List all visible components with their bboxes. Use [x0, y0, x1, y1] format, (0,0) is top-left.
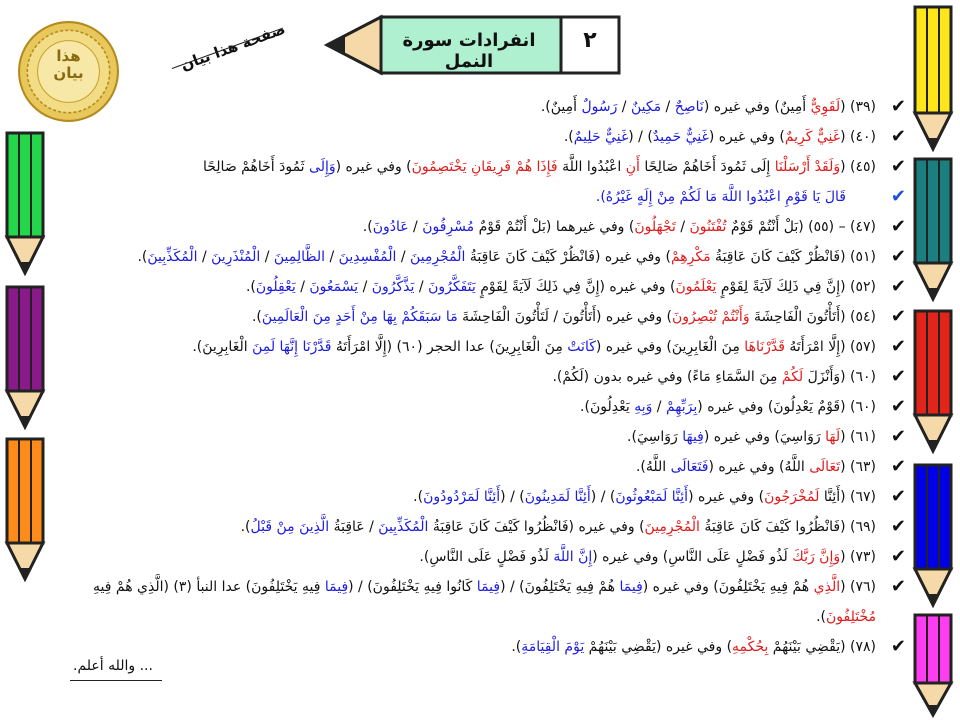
unique-word: أَنِ [625, 159, 640, 175]
verse-list [60, 92, 906, 662]
unique-word: تَجْهَلُونَ [634, 219, 676, 235]
verse-fragment: مِنَ الْغَابِرِينَ) عدا الحجر (٦٠) (إِلَّا امْرَأَتَهُ [331, 339, 568, 355]
verse-fragment: (٥٤) (أَتَأْتُونَ الْفَاحِشَةَ [749, 309, 876, 325]
verse-row [60, 272, 906, 302]
verse-fragment: الْغَابِرِينَ). [192, 339, 253, 355]
blue-pencil-icon [912, 462, 954, 608]
check-icon: ✔ [890, 96, 906, 117]
other-word: يَعْقِلُونَ [255, 279, 296, 295]
other-word: فَتَعَالَى [670, 459, 709, 475]
unique-word: الْمُجْرِمِينَ [644, 519, 700, 535]
check-icon: ✔ [890, 636, 906, 657]
verse-text [60, 392, 906, 422]
verse-fragment: (٦٩) (فَانْظُرُوا كَيْفَ كَانَ عَاقِبَةُ [699, 519, 876, 535]
verse-fragment: (٧٨) (يَقْضِي بَيْنَهُمْ [768, 639, 876, 655]
other-word: يَتَفَكَّرُونَ [428, 279, 476, 295]
unique-word: يَعْلَمُونَ [675, 279, 717, 295]
other-word: أَئِنَّا لَمَدِينُونَ [524, 489, 591, 505]
check-icon: ✔ [890, 486, 906, 507]
verse-text [60, 452, 906, 482]
verse-text [60, 422, 906, 452]
other-word: أَئِنَّا لَمَرْدُودُونَ [423, 489, 501, 505]
other-word: فِيمَا [324, 579, 349, 595]
teal-pencil-icon [912, 156, 954, 302]
verse-fragment: (٦٣) ( [840, 459, 876, 475]
check-icon: ✔ [890, 456, 906, 477]
other-word: مُسْرِفُونَ [422, 219, 475, 235]
verse-fragment: مِنَ السَّمَاءِ مَاءً) وفي غيره بدون (لَكُمْ). [552, 369, 782, 385]
other-word: الظَّالِمِينَ [273, 249, 326, 265]
other-word: وَإِلَى [309, 159, 336, 175]
other-word: الْمُنْذَرِينَ [211, 249, 261, 265]
verse-fragment: / [358, 279, 372, 295]
verse-fragment: رَوَاسِيَ) وفي غيره ( [703, 429, 826, 445]
other-word: نَاصِحٌ [674, 99, 704, 115]
verse-fragment: ) وفي غيره ( [708, 129, 785, 145]
other-word: إِنَّ اللَّهَ [553, 549, 593, 565]
other-word: الْمُفْسِدِينَ [338, 249, 397, 265]
unique-word: لَكُمْ [781, 369, 804, 385]
check-icon: ✔ [890, 126, 906, 147]
unique-word: لَقَوِيٌّ [810, 99, 841, 115]
unique-word: لَمُخْرَجُونَ [764, 489, 820, 505]
verse-fragment: ). [240, 519, 251, 535]
page-caption: صفحة هذا بيان [178, 19, 288, 75]
verse-row [60, 152, 906, 212]
check-icon: ✔ [890, 576, 906, 597]
verse-fragment: ) وفي غيرهما (بَلْ أَنْتُمْ قَوْمٌ [474, 219, 635, 235]
verse-text [60, 302, 906, 332]
other-word: وَبِهِ [634, 399, 653, 415]
pink-pencil-icon [912, 612, 954, 718]
verse-text [60, 92, 906, 122]
verse-fragment: ) وفي غيره (يَقْضِي بَيْنَهُمْ [584, 639, 733, 655]
verse-row [60, 302, 906, 332]
verse-row [60, 572, 906, 632]
verse-fragment: (٣٩) ( [840, 99, 876, 115]
other-word: يَذَّكَّرُونَ [371, 279, 415, 295]
verse-fragment: ) / ( [628, 129, 653, 145]
verse-fragment: ). [413, 489, 424, 505]
other-word: غَنِيٌّ حَلِيمٌ [573, 129, 629, 145]
other-word: الْمُكَذِّبِينَ [147, 249, 198, 265]
check-icon: ✔ [890, 216, 906, 237]
verse-row [60, 542, 906, 572]
verse-text [60, 332, 906, 362]
seal-text: هذا بيان [53, 47, 84, 82]
verse-fragment: رَوَاسِيَ). [627, 429, 683, 445]
unique-word: تَعَالَى [809, 459, 841, 475]
verse-fragment: أَمِينٌ) وفي غيره ( [703, 99, 811, 115]
other-word: فِيمَا [476, 579, 501, 595]
verse-text [60, 152, 906, 182]
unique-word: بِحُكْمِهِ [732, 639, 769, 655]
verse-fragment: اللَّهُ) وفي غيره ( [708, 459, 810, 475]
verse-row [60, 482, 906, 512]
unique-word: وَأَنْتُمْ تُبْصِرُونَ [672, 309, 750, 325]
unique-word: قَدَّرْنَاهَا [744, 339, 785, 355]
check-icon: ✔ [890, 546, 906, 567]
verse-fragment: (٥١) (فَانْظُرْ كَيْفَ كَانَ عَاقِبَةُ [710, 249, 876, 265]
verse-fragment: (٦٠) (وَأَنْزَلَ [803, 369, 876, 385]
unique-word: غَنِيٌّ كَرِيمٌ [784, 129, 841, 145]
verse-fragment: (٧٦) ( [840, 579, 876, 595]
red-pencil-icon [912, 308, 954, 454]
other-word: رَسُولٌ [581, 99, 618, 115]
verse-fragment: / [617, 99, 631, 115]
other-word: أَئِنَّا لَمَبْعُوثُونَ [615, 489, 689, 505]
verse-row [60, 122, 906, 152]
verse-text [60, 632, 906, 662]
page-title: انفرادات سورة النمل [402, 30, 536, 72]
other-word: فِيهَا [682, 429, 704, 445]
other-word: يَوْمَ الْقِيَامَةِ [521, 639, 585, 655]
other-word: الْمُجْرِمِينَ [410, 249, 466, 265]
purple-pencil-icon [4, 284, 46, 430]
verse-fragment: ). [563, 129, 574, 145]
yellow-pencil-icon [912, 4, 954, 152]
verse-fragment: هُمْ فِيهِ يَخْتَلِفُونَ) / ( [500, 579, 620, 595]
verse-text [60, 242, 906, 272]
verse-fragment: اعْبُدُوا اللَّهَ [557, 159, 626, 175]
check-icon: ✔ [890, 336, 906, 357]
closing-underline [70, 680, 162, 681]
verse-fragment: (٦٠) (قَوْمٌ يَعْدِلُونَ) وفي غيره ( [697, 399, 876, 415]
verse-fragment: فِيهِ يَخْتَلِفُونَ) عدا النبأ (٣) (الَّذِي هُمْ فِيهِ [93, 579, 325, 595]
verse-fragment: / [675, 219, 690, 235]
check-icon: ✔ [890, 186, 906, 207]
verse-fragment: ). [137, 249, 148, 265]
check-icon: ✔ [890, 516, 906, 537]
verse-fragment: / [661, 99, 675, 115]
verse-fragment: (٦٧) (أَئِنَّا [819, 489, 876, 505]
verse-row [60, 632, 906, 662]
verse-fragment: ). [251, 309, 262, 325]
verse-row [60, 332, 906, 362]
verse-fragment: (٤٠) ( [840, 129, 876, 145]
verse-fragment: / [295, 279, 310, 295]
verse-fragment: هُمْ فِيهِ يَخْتَلِفُونَ) وفي غيره ( [642, 579, 814, 595]
verse-fragment: / [652, 399, 666, 415]
verse-fragment: يَعْدِلُونَ). [580, 399, 635, 415]
verse-fragment: (٧٣) ( [840, 549, 876, 565]
verse-text [60, 362, 906, 392]
closing-note: ... والله أعلم. [73, 658, 153, 674]
verse-fragment: ) وفي غيره (أَتَأْتُونَ / لَتَأْتُونَ الْفَاحِشَةَ [457, 309, 673, 325]
verse-text [60, 272, 906, 302]
unique-word: وَإِنَّ رَبَّكَ [792, 549, 841, 565]
verse-row [60, 242, 906, 272]
verse-fragment: (٥٢) (إِنَّ فِي ذَلِكَ لَآيَةً لِقَوْمٍ [716, 279, 876, 295]
verse-fragment: كَانُوا فِيهِ يَخْتَلِفُونَ) / ( [348, 579, 477, 595]
verse-fragment: / [408, 219, 423, 235]
verse-fragment: / [414, 279, 429, 295]
verse-fragment: ) / ( [500, 489, 525, 505]
check-icon: ✔ [890, 246, 906, 267]
verse-text [60, 572, 906, 632]
verse-fragment: / [396, 249, 411, 265]
verse-fragment: ) وفي غيره ( [688, 489, 765, 505]
unique-word: وَلَقَدْ أَرْسَلْنَا [774, 159, 841, 175]
verse-fragment: ) وفي غيره (إِنَّ فِي ذَلِكَ لَآيَةً لِقَوْمٍ [475, 279, 676, 295]
verse-text [60, 122, 906, 152]
verse-fragment: ). [245, 279, 256, 295]
green-pencil-icon [4, 130, 46, 276]
verse-text [60, 482, 906, 512]
verse-fragment: (٦١) ( [840, 429, 876, 445]
verse-text [60, 212, 906, 242]
other-word: بِرَبِّهِمْ [665, 399, 698, 415]
verse-fragment: / [325, 249, 339, 265]
unique-word: فَإِذَا هُمْ فَرِيقَانِ يَخْتَصِمُونَ [411, 159, 558, 175]
verse-fragment: ثَمُودَ أَخَاهُمْ صَالِحًا [202, 159, 310, 175]
verse-fragment: ). [362, 219, 373, 235]
check-icon: ✔ [890, 276, 906, 297]
verse-text [60, 512, 906, 542]
verse-fragment: / [197, 249, 212, 265]
caption-underline [172, 28, 283, 69]
verse-fragment: / عَاقِبَةُ [329, 519, 379, 535]
verse-row [60, 392, 906, 422]
check-icon: ✔ [890, 156, 906, 177]
unique-word: لَهَا [825, 429, 841, 445]
other-word: عَادُونَ [372, 219, 409, 235]
other-word: يَسْمَعُونَ [309, 279, 359, 295]
other-word: مَا سَبَقَكُمْ بِهَا مِنْ أَحَدٍ مِنَ الْعَالَمِينَ [261, 309, 458, 325]
verse-fragment: لَذُو فَضْلٍ عَلَى النَّاسِ). [419, 549, 554, 565]
verse-fragment: مِنَ الْغَابِرِينَ) وفي غيره ( [595, 339, 745, 355]
unique-word: الَّذِي [813, 579, 841, 595]
verse-fragment: ) وفي غيره (فَانْظُرُوا كَيْفَ كَانَ عَاقِبَةُ [428, 519, 645, 535]
other-word: غَنِيٌّ حَمِيدٌ [652, 129, 709, 145]
verse-continuation: قَالَ يَا قَوْمِ اعْبُدُوا اللَّهَ مَا لَكُمْ مِنْ إِلَهٍ غَيْرُهُ). [595, 189, 846, 205]
check-icon: ✔ [890, 366, 906, 387]
other-word: قَدَّرْنَا إِنَّهَا لَمِنَ [252, 339, 332, 355]
verse-fragment: أَمِينٌ). [540, 99, 582, 115]
other-word: الَّذِينَ مِنْ قَبْلُ [250, 519, 330, 535]
check-icon: ✔ [890, 426, 906, 447]
check-icon: ✔ [890, 306, 906, 327]
unique-word: مُخْتَلِفُونَ [826, 609, 876, 625]
verse-fragment: ) / ( [590, 489, 616, 505]
other-word: فِيمَا [619, 579, 643, 595]
other-word: مَكِينٌ [630, 99, 662, 115]
unique-word: مَكْرِهِمْ [670, 249, 711, 265]
verse-fragment: إِلَى ثَمُودَ أَخَاهُمْ صَالِحًا [639, 159, 775, 175]
verse-fragment: ). [816, 609, 826, 625]
verse-fragment: / [260, 249, 274, 265]
other-word: الْمُكَذِّبِينَ [378, 519, 429, 535]
other-word: كَانَتْ [567, 339, 596, 355]
page-number: ٢ [583, 28, 597, 53]
verse-fragment: لَذُو فَضْلٍ عَلَى النَّاسِ) وفي غيره ( [592, 549, 793, 565]
verse-fragment: ). [511, 639, 522, 655]
verse-row [60, 422, 906, 452]
verse-row [60, 212, 906, 242]
verse-fragment: (٤٧) – (٥٥) (بَلْ أَنْتُمْ قَوْمٌ [726, 219, 876, 235]
verse-row [60, 452, 906, 482]
verse-fragment: اللَّهُ). [635, 459, 671, 475]
verse-row [60, 92, 906, 122]
verse-fragment: ) وفي غيره (فَانْظُرْ كَيْفَ كَانَ عَاقِبَةُ [465, 249, 671, 265]
orange-pencil-icon [4, 436, 46, 582]
check-icon: ✔ [890, 396, 906, 417]
verse-row [60, 362, 906, 392]
unique-word: تُفْتَنُونَ [689, 219, 727, 235]
verse-fragment: (٥٧) (إِلَّا امْرَأَتَهُ [784, 339, 876, 355]
verse-fragment: (٤٥) ( [840, 159, 876, 175]
verse-fragment: ) وفي غيره ( [335, 159, 412, 175]
verse-row [60, 512, 906, 542]
verse-text [60, 542, 906, 572]
